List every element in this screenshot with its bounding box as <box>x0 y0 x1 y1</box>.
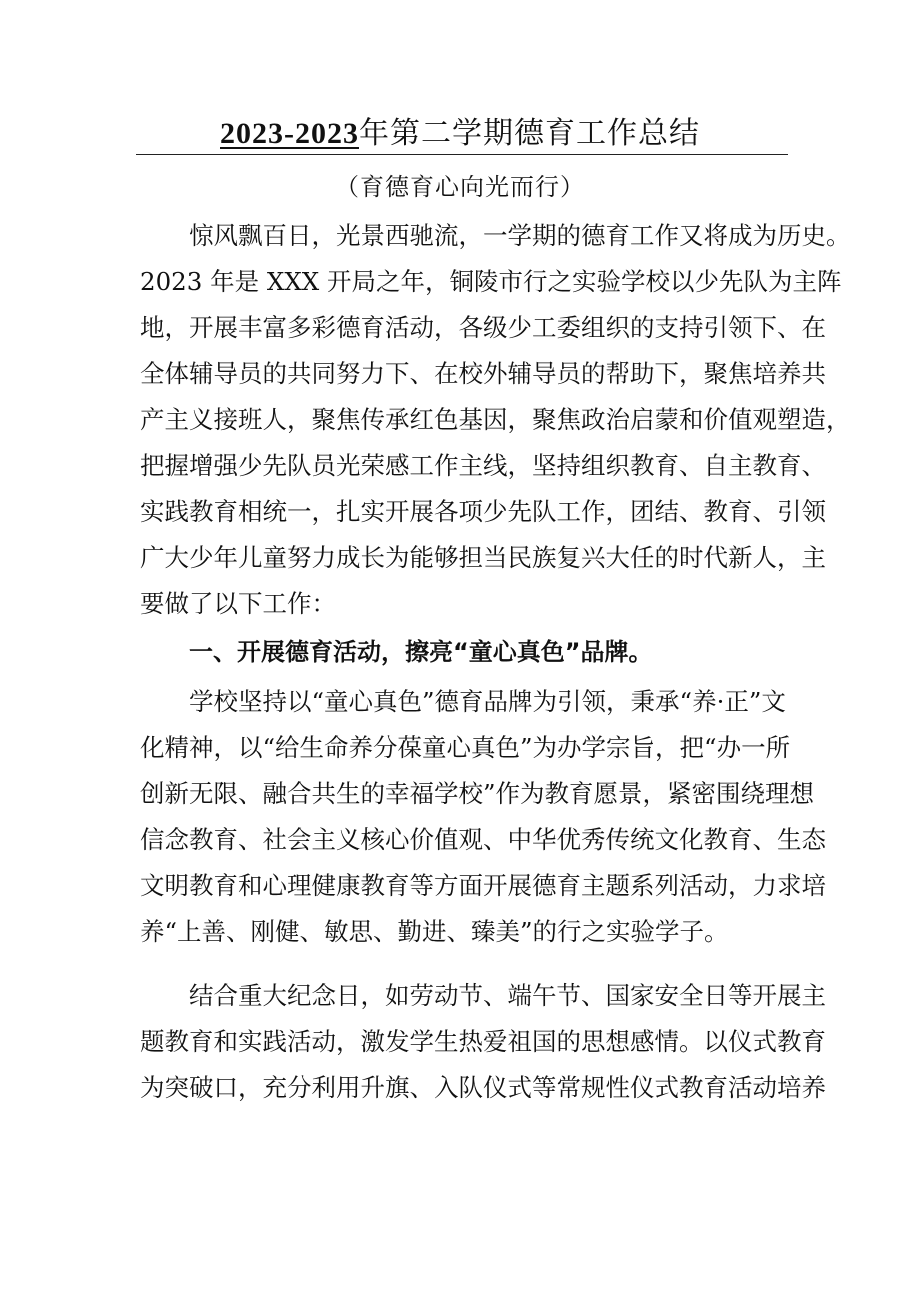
intro-line-2: 2023 年是 XXX 开局之年，铜陵市行之实验学校以少先队为主阵 <box>140 267 842 296</box>
title-text: 年第二学期德育工作总结 <box>359 116 700 151</box>
intro-line-8: 广大少年儿童努力成长为能够担当民族复兴大任的时代新人，主 <box>140 543 826 572</box>
section-1-para-2-line-3: 为突破口，充分利用升旗、入队仪式等常规性仪式教育活动培养 <box>140 1073 826 1102</box>
section-1-para-2-line-1: 结合重大纪念日，如劳动节、端午节、国家安全日等开展主 <box>189 981 826 1010</box>
section-1-para-1-line-2: 化精神，以“给生命养分葆童心真色”为办学宗旨，把“办一所 <box>140 733 791 762</box>
section-1-para-1-line-4: 信念教育、社会主义核心价值观、中华优秀传统文化教育、生态 <box>140 825 826 854</box>
title-rule <box>136 154 788 155</box>
intro-line-3: 地，开展丰富多彩德育活动，各级少工委组织的支持引领下、在 <box>140 313 826 342</box>
section-1-para-1-line-1: 学校坚持以“童心真色”德育品牌为引领，秉承“养·正”文 <box>189 687 786 716</box>
intro-line-6: 把握增强少先队员光荣感工作主线，坚持组织教育、自主教育、 <box>140 451 826 480</box>
section-1-para-1-line-6: 养“上善、刚健、敏思、勤进、臻美”的行之实验学子。 <box>140 917 729 946</box>
title-years: 2023-2023 <box>220 117 359 150</box>
intro-line-9: 要做了以下工作： <box>140 589 336 618</box>
intro-line-1: 惊风飘百日，光景西驰流，一学期的德育工作又将成为历史。 <box>189 221 851 250</box>
intro-line-5: 产主义接班人，聚焦传承红色基因，聚焦政治启蒙和价值观塑造， <box>140 405 851 434</box>
document-title <box>0 112 920 156</box>
section-1-heading: 一、开展德育活动，擦亮“童心真色”品牌。 <box>189 638 653 666</box>
section-1-para-1-line-5: 文明教育和心理健康教育等方面开展德育主题系列活动，力求培 <box>140 871 826 900</box>
document-subtitle: （育德育心向光而行） <box>335 173 585 201</box>
section-1-para-1-line-3: 创新无限、融合共生的幸福学校”作为教育愿景，紧密围绕理想 <box>140 779 815 808</box>
section-1-para-2-line-2: 题教育和实践活动，激发学生热爱祖国的思想感情。以仪式教育 <box>140 1027 826 1056</box>
intro-line-7: 实践教育相统一，扎实开展各项少先队工作，团结、教育、引领 <box>140 497 826 526</box>
intro-line-4: 全体辅导员的共同努力下、在校外辅导员的帮助下，聚焦培养共 <box>140 359 826 388</box>
